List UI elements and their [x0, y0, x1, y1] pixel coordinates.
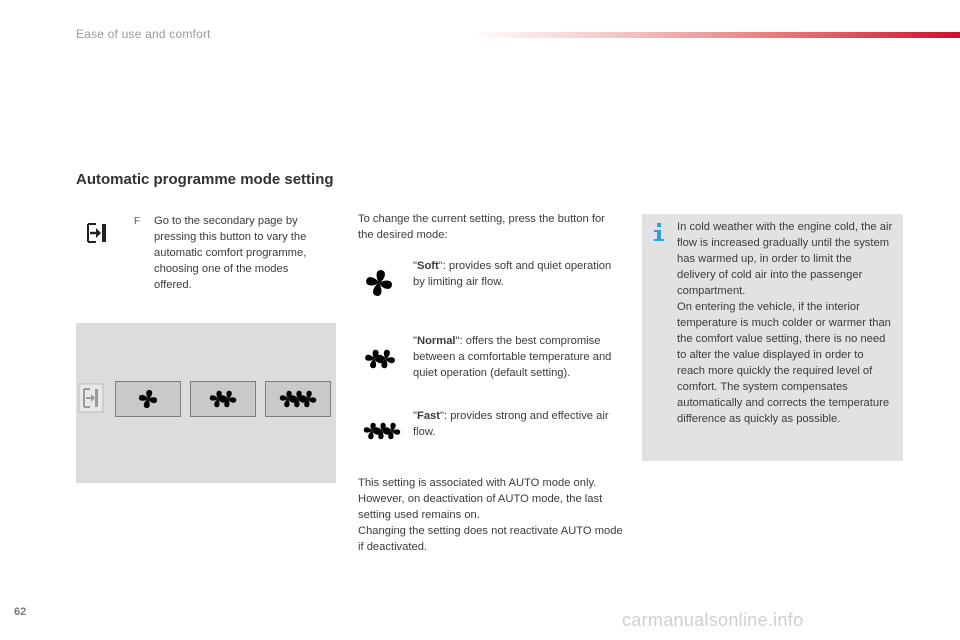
enter-arrow-icon — [86, 222, 108, 244]
header-accent-bar — [470, 32, 960, 38]
soft-mode-button[interactable] — [115, 381, 181, 417]
step-text: Go to the secondary page by pressing this button to vary the automatic comfort programme, choosing one of the modes offered. — [154, 215, 307, 291]
info-icon — [652, 222, 666, 242]
watermark: carmanualsonline.info — [622, 610, 804, 630]
normal-mode-description: "Normal": offers the best compromise between a comfortable temperature and quiet operation (default setting). — [413, 335, 612, 379]
soft-mode-name: Soft — [416, 260, 439, 272]
fan-large-icon — [362, 414, 402, 448]
fan-small-icon — [136, 387, 160, 411]
association-note-line: This setting is associated with AUTO mode only. However, on deactivation of AUTO mode, the last setting used remains on. — [358, 477, 603, 521]
step-bullet: F — [134, 216, 141, 227]
info-paragraph: In cold weather with the engine cold, the air flow is increased gradually until the system has warmed up, in order to limit the delivery of cold air into the passenger compartment. — [677, 221, 893, 297]
intro-text: To change the current setting, press the button for the desired mode: — [358, 213, 605, 241]
normal-mode-button[interactable] — [190, 381, 256, 417]
fast-mode-button[interactable] — [265, 381, 331, 417]
fan-small-icon — [362, 266, 396, 300]
info-paragraph: On entering the vehicle, if the interior temperature is much colder or warmer than the comfort value setting, there is no need to alter the value displayed in order to reach more quickly the required level of comfort. The system compensates automatically and corrects the temperature difference as quickly as possible. — [677, 301, 891, 425]
association-note-line: Changing the setting does not reactivate AUTO mode if deactivated. — [358, 525, 623, 553]
normal-mode-name: Normal — [416, 335, 456, 347]
fan-medium-icon — [207, 387, 239, 411]
page-number: 62 — [14, 606, 27, 618]
fast-mode-description: "Fast": provides strong and effective air flow. — [413, 410, 609, 438]
fan-medium-icon — [362, 342, 398, 376]
association-note — [358, 475, 623, 555]
page-title: Automatic programme mode setting — [76, 171, 334, 188]
fast-mode-name: Fast — [416, 410, 440, 422]
soft-mode-description: "Soft": provides soft and quiet operation by limiting air flow. — [413, 260, 612, 288]
fan-large-icon — [278, 387, 318, 411]
back-arrow-icon[interactable] — [78, 383, 104, 413]
info-text — [677, 219, 893, 427]
section-header: Ease of use and comfort — [76, 27, 211, 41]
